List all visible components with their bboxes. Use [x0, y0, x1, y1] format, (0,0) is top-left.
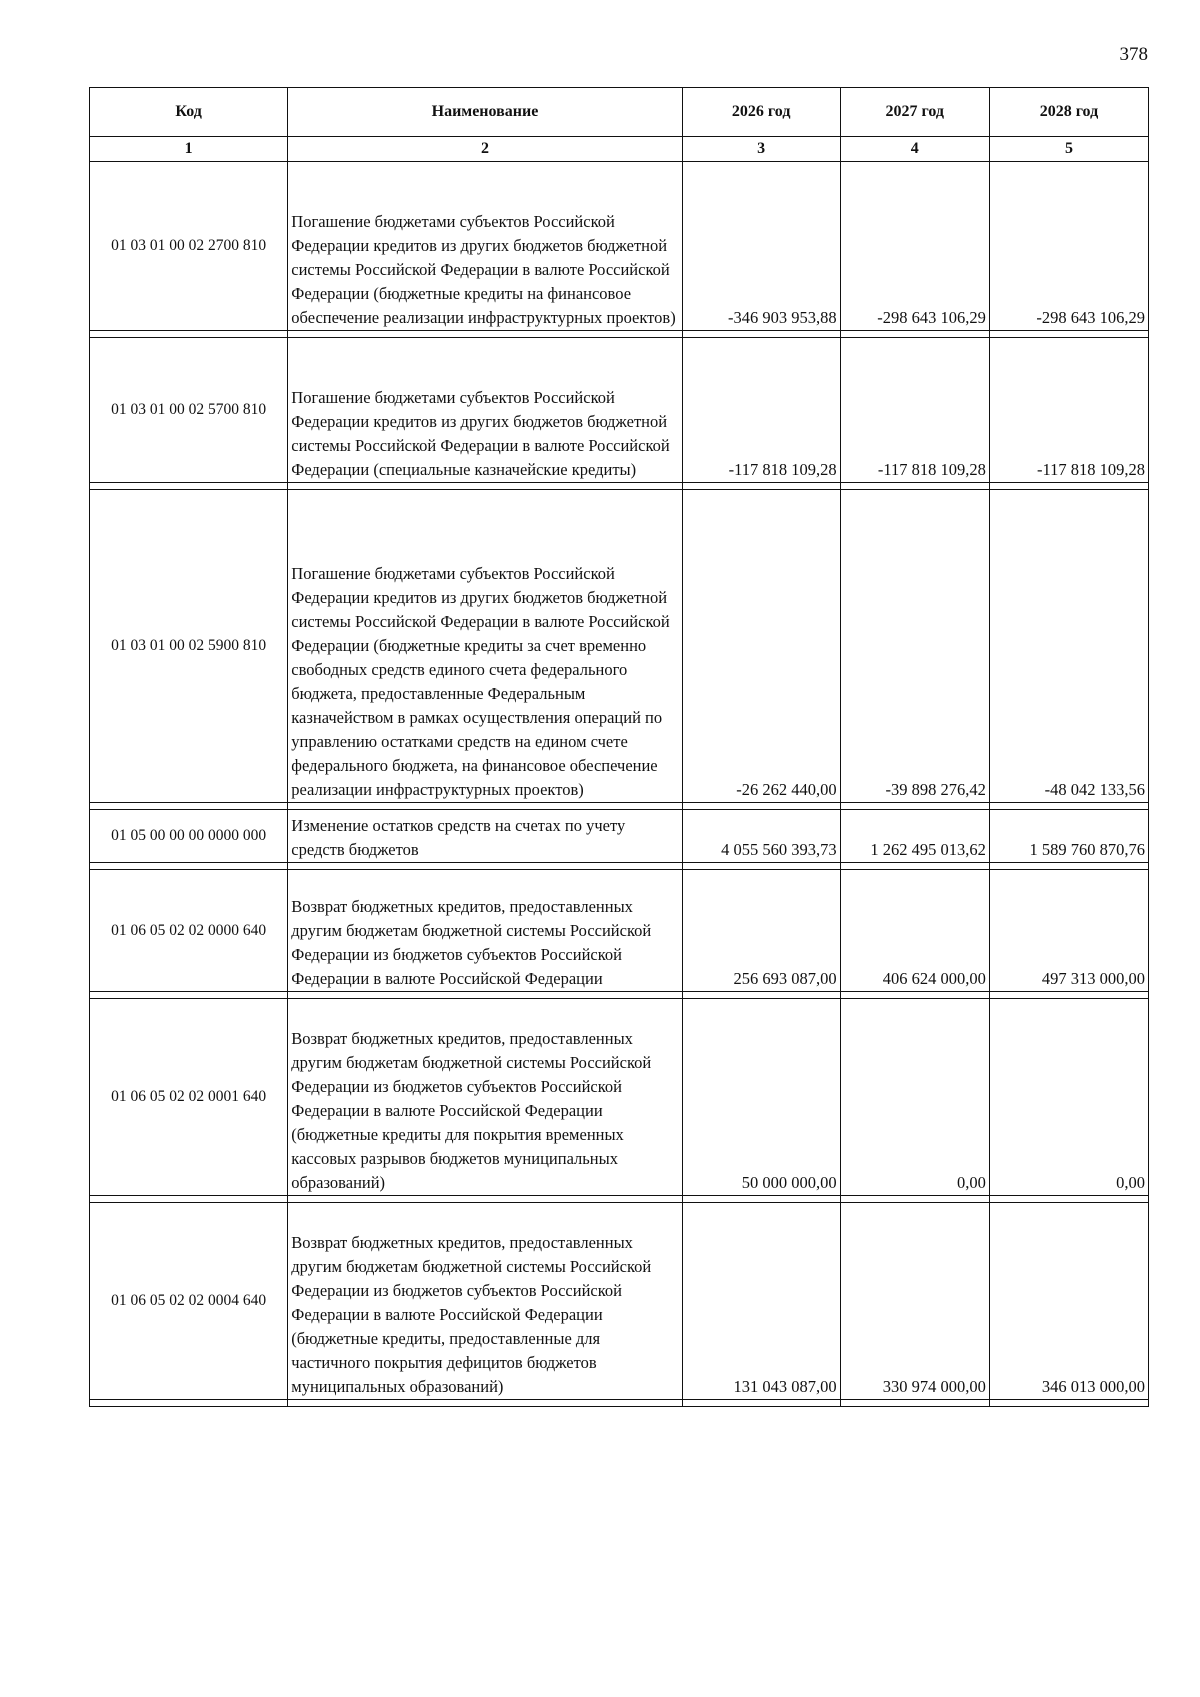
- row-code: 01 06 05 02 02 0000 640: [90, 870, 288, 992]
- value-2026: -26 262 440,00: [682, 490, 840, 803]
- row-separator: [90, 863, 1149, 870]
- column-number: 4: [840, 137, 989, 162]
- column-number: 3: [682, 137, 840, 162]
- row-code: 01 06 05 02 02 0004 640: [90, 1203, 288, 1400]
- row-code: 01 03 01 00 02 5900 810: [90, 490, 288, 803]
- row-name: Погашение бюджетами субъектов Российской Федерации кредитов из других бюджетов бюджетной системы Российской Федерации в валюте Российской Федерации (специальные казначейские кредиты): [288, 338, 682, 483]
- value-2028: 1 589 760 870,76: [989, 810, 1148, 863]
- table-row: [90, 162, 1149, 331]
- value-2026: 4 055 560 393,73: [682, 810, 840, 863]
- header-2028: 2028 год: [989, 88, 1148, 137]
- header-2027: 2027 год: [840, 88, 989, 137]
- row-separator: [90, 331, 1149, 338]
- row-name: Возврат бюджетных кредитов, предоставленных другим бюджетам бюджетной системы Российской Федерации из бюджетов субъектов Российской Федерации в валюте Российской Федерации (бюджетные кредиты для покрытия временных кассовых разрывов бюджетов муниципальных образований): [288, 999, 682, 1196]
- value-2026: -346 903 953,88: [682, 162, 840, 331]
- value-2026: 131 043 087,00: [682, 1203, 840, 1400]
- value-2026: 256 693 087,00: [682, 870, 840, 992]
- page-number: 378: [1119, 44, 1148, 65]
- column-number: 1: [90, 137, 288, 162]
- table-row: [90, 810, 1149, 863]
- row-name: Возврат бюджетных кредитов, предоставленных другим бюджетам бюджетной системы Российской Федерации из бюджетов субъектов Российской Федерации в валюте Российской Федерации: [288, 870, 682, 992]
- table-row: [90, 870, 1149, 992]
- row-code: 01 06 05 02 02 0001 640: [90, 999, 288, 1196]
- value-2028: 497 313 000,00: [989, 870, 1148, 992]
- row-code: 01 03 01 00 02 2700 810: [90, 162, 288, 331]
- value-2027: 406 624 000,00: [840, 870, 989, 992]
- header-2026: 2026 год: [682, 88, 840, 137]
- row-separator: [90, 1400, 1149, 1407]
- value-2028: -298 643 106,29: [989, 162, 1148, 331]
- value-2028: -48 042 133,56: [989, 490, 1148, 803]
- header-code: Код: [90, 88, 288, 137]
- header-row: [90, 88, 1149, 137]
- column-number: 2: [288, 137, 682, 162]
- value-2028: -117 818 109,28: [989, 338, 1148, 483]
- value-2027: -117 818 109,28: [840, 338, 989, 483]
- row-separator: [90, 992, 1149, 999]
- value-2026: 50 000 000,00: [682, 999, 840, 1196]
- row-separator: [90, 483, 1149, 490]
- row-name: Изменение остатков средств на счетах по учету средств бюджетов: [288, 810, 682, 863]
- value-2026: -117 818 109,28: [682, 338, 840, 483]
- row-name: Погашение бюджетами субъектов Российской Федерации кредитов из других бюджетов бюджетной системы Российской Федерации в валюте Российской Федерации (бюджетные кредиты на финансовое обеспечение реализации инфраструктурных проектов): [288, 162, 682, 331]
- table-row: [90, 1203, 1149, 1400]
- row-name: Возврат бюджетных кредитов, предоставленных другим бюджетам бюджетной системы Российской Федерации из бюджетов субъектов Российской Федерации в валюте Российской Федерации (бюджетные кредиты, предоставленные для частичного покрытия дефицитов бюджетов муниципальных образований): [288, 1203, 682, 1400]
- value-2028: 346 013 000,00: [989, 1203, 1148, 1400]
- row-code: 01 03 01 00 02 5700 810: [90, 338, 288, 483]
- value-2027: 0,00: [840, 999, 989, 1196]
- value-2027: 330 974 000,00: [840, 1203, 989, 1400]
- column-number-row: [90, 137, 1149, 162]
- row-code: 01 05 00 00 00 0000 000: [90, 810, 288, 863]
- header-name: Наименование: [288, 88, 682, 137]
- row-separator: [90, 803, 1149, 810]
- value-2027: 1 262 495 013,62: [840, 810, 989, 863]
- table-row: [90, 490, 1149, 803]
- value-2028: 0,00: [989, 999, 1148, 1196]
- row-name: Погашение бюджетами субъектов Российской Федерации кредитов из других бюджетов бюджетной системы Российской Федерации в валюте Российской Федерации (бюджетные кредиты за счет временно свободных средств единого счета федерального бюджета, предоставленные Федеральным казначейством в рамках осуществления операций по управлению остатками средств на едином счете федерального бюджета, на финансовое обеспечение реализации инфраструктурных проектов): [288, 490, 682, 803]
- table-row: [90, 338, 1149, 483]
- row-separator: [90, 1196, 1149, 1203]
- table-row: [90, 999, 1149, 1196]
- budget-table: [89, 87, 1149, 1407]
- value-2027: -298 643 106,29: [840, 162, 989, 331]
- column-number: 5: [989, 137, 1148, 162]
- value-2027: -39 898 276,42: [840, 490, 989, 803]
